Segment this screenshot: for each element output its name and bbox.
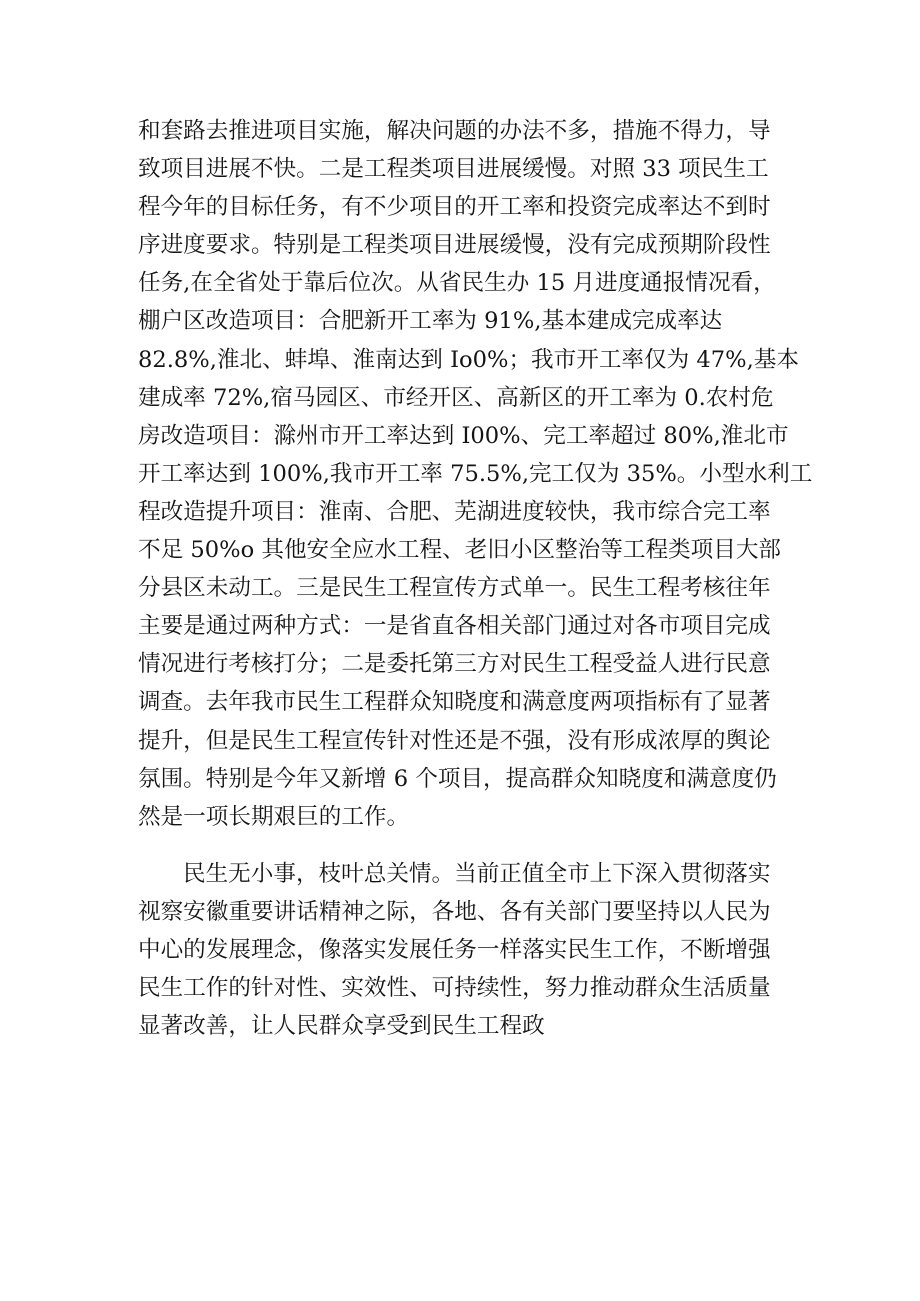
text-line: 序进度要求。特别是工程类项目进展缓慢，没有完成预期阶段性 (138, 232, 771, 259)
text-line: 和套路去推进项目实施，解决问题的办法不多，措施不得力，导 (138, 118, 771, 144)
text-line: 开工率达到 100%,我市开工率 75.5%,完工仅为 35%。小型水利工 (138, 460, 813, 487)
text-line: 显著改善，让人民群众享受到民生工程政 (138, 1013, 545, 1040)
text-line: 任务,在全省处于靠后位次。从省民生办 15 月进度通报情况看， (138, 270, 776, 297)
text-line: 中心的发展理念，像落实发展任务一样落实民生工作，不断增强 (138, 936, 771, 963)
text-line: 主要是通过两种方式：一是省直各相关部门通过对各市项目完成 (138, 613, 771, 640)
text-line: 程改造提升项目：淮南、合肥、芜湖进度较快，我市综合完工率 (138, 498, 771, 525)
text-line: 程今年的目标任务，有不少项目的开工率和投资完成率达不到时 (138, 194, 771, 221)
text-line: 房改造项目：滁州市开工率达到 I00%、完工率超过 80%,淮北市 (138, 422, 789, 449)
text-line: 情况进行考核打分；二是委托第三方对民生工程受益人进行民意 (138, 651, 771, 678)
text-line: 棚户区改造项目：合肥新开工率为 91%,基本建成完成率达 (138, 308, 723, 335)
text-line: 不足 50%o 其他安全应水工程、老旧小区整治等工程类项目大部 (138, 537, 782, 564)
text-line: 然是一项长期艰巨的工作。 (138, 803, 410, 830)
text-line: 建成率 72%,宿马园区、市经开区、高新区的开工率为 0.农村危 (138, 384, 774, 411)
text-line: 调查。去年我市民生工程群众知晓度和满意度两项指标有了显著 (138, 689, 771, 716)
paragraph-2 (138, 855, 800, 1045)
paragraph-1 (138, 112, 813, 836)
text-line: 民生工作的针对性、实效性、可持续性，努力推动群众生活质量 (138, 975, 771, 1002)
text-line: 氛围。特别是今年又新增 6 个项目，提高群众知晓度和满意度仍 (138, 765, 777, 792)
text-line: 提升，但是民生工程宣传针对性还是不强，没有形成浓厚的舆论 (138, 727, 771, 754)
text-line: 82.8%,淮北、蚌埠、淮南达到 Io0%；我市开工率仅为 47%,基本 (138, 346, 799, 373)
document-body (138, 112, 813, 1045)
text-line: 视察安徽重要讲话精神之际，各地、各有关部门要坚持以人民为 (138, 898, 771, 925)
text-line: 民生无小事，枝叶总关情。当前正值全市上下深入贯彻落实 (183, 860, 771, 887)
text-line: 致项目进展不快。二是工程类项目进展缓慢。对照 33 项民生工 (138, 156, 769, 183)
text-line: 分县区未动工。三是民生工程宣传方式单一。民生工程考核往年 (138, 575, 771, 602)
